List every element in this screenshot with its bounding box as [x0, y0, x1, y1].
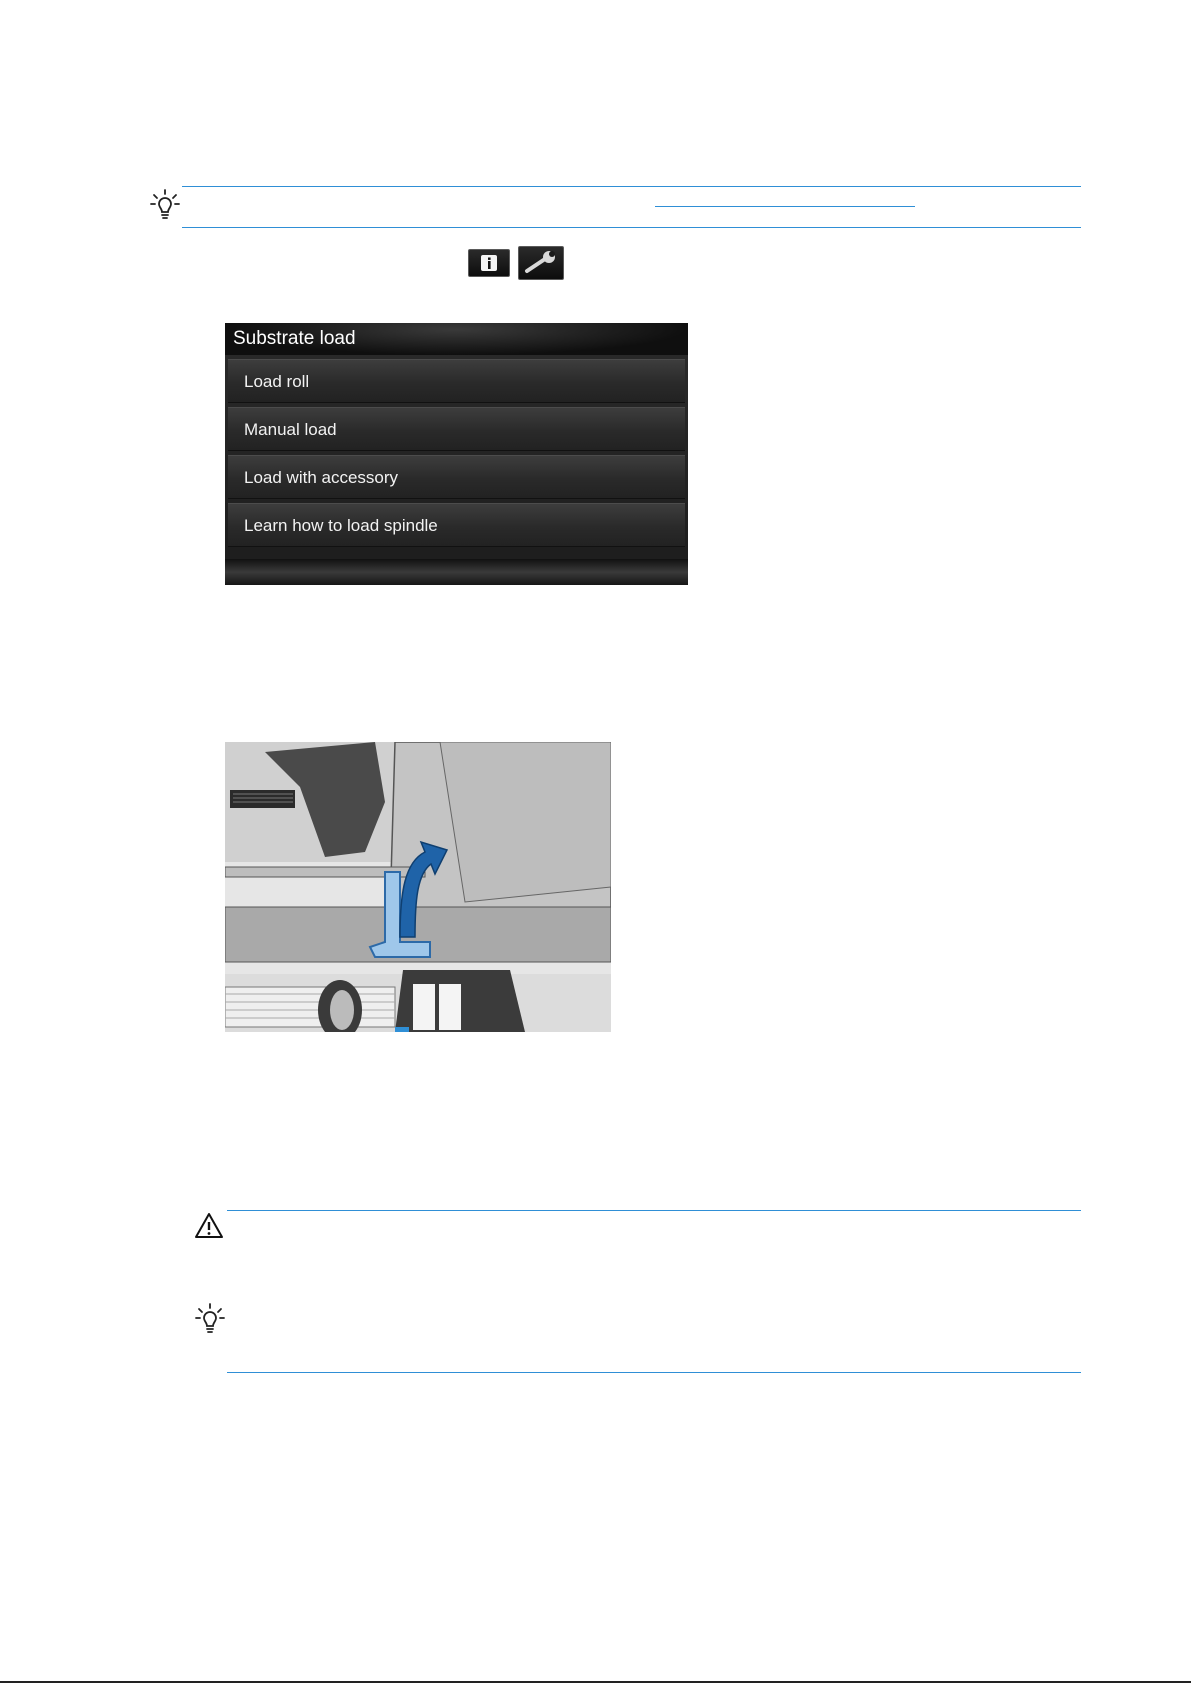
info-icon[interactable] — [468, 249, 510, 277]
menu-item-manual-load[interactable]: Manual load — [228, 407, 685, 451]
printer-lever-illustration — [225, 742, 611, 1032]
lightbulb-icon — [195, 1303, 225, 1335]
wrench-icon[interactable] — [518, 246, 564, 280]
lightbulb-icon — [150, 189, 180, 221]
panel-title: Substrate load — [225, 323, 688, 355]
page-footer-line — [0, 1681, 1191, 1683]
menu-item-load-with-accessory[interactable]: Load with accessory — [228, 455, 685, 499]
caution-icon — [194, 1212, 224, 1240]
panel-footer — [225, 559, 688, 585]
caution-top-rule — [227, 1210, 1081, 1211]
tip-bottom-rule — [182, 227, 1081, 228]
caution-bottom-rule — [227, 1372, 1081, 1373]
tip-link-underline[interactable] — [655, 206, 915, 207]
tip-top-rule — [182, 186, 1081, 187]
substrate-load-menu — [228, 359, 685, 551]
menu-item-learn-load-spindle[interactable]: Learn how to load spindle — [228, 503, 685, 547]
substrate-load-panel — [225, 323, 688, 585]
menu-item-load-roll[interactable]: Load roll — [228, 359, 685, 403]
